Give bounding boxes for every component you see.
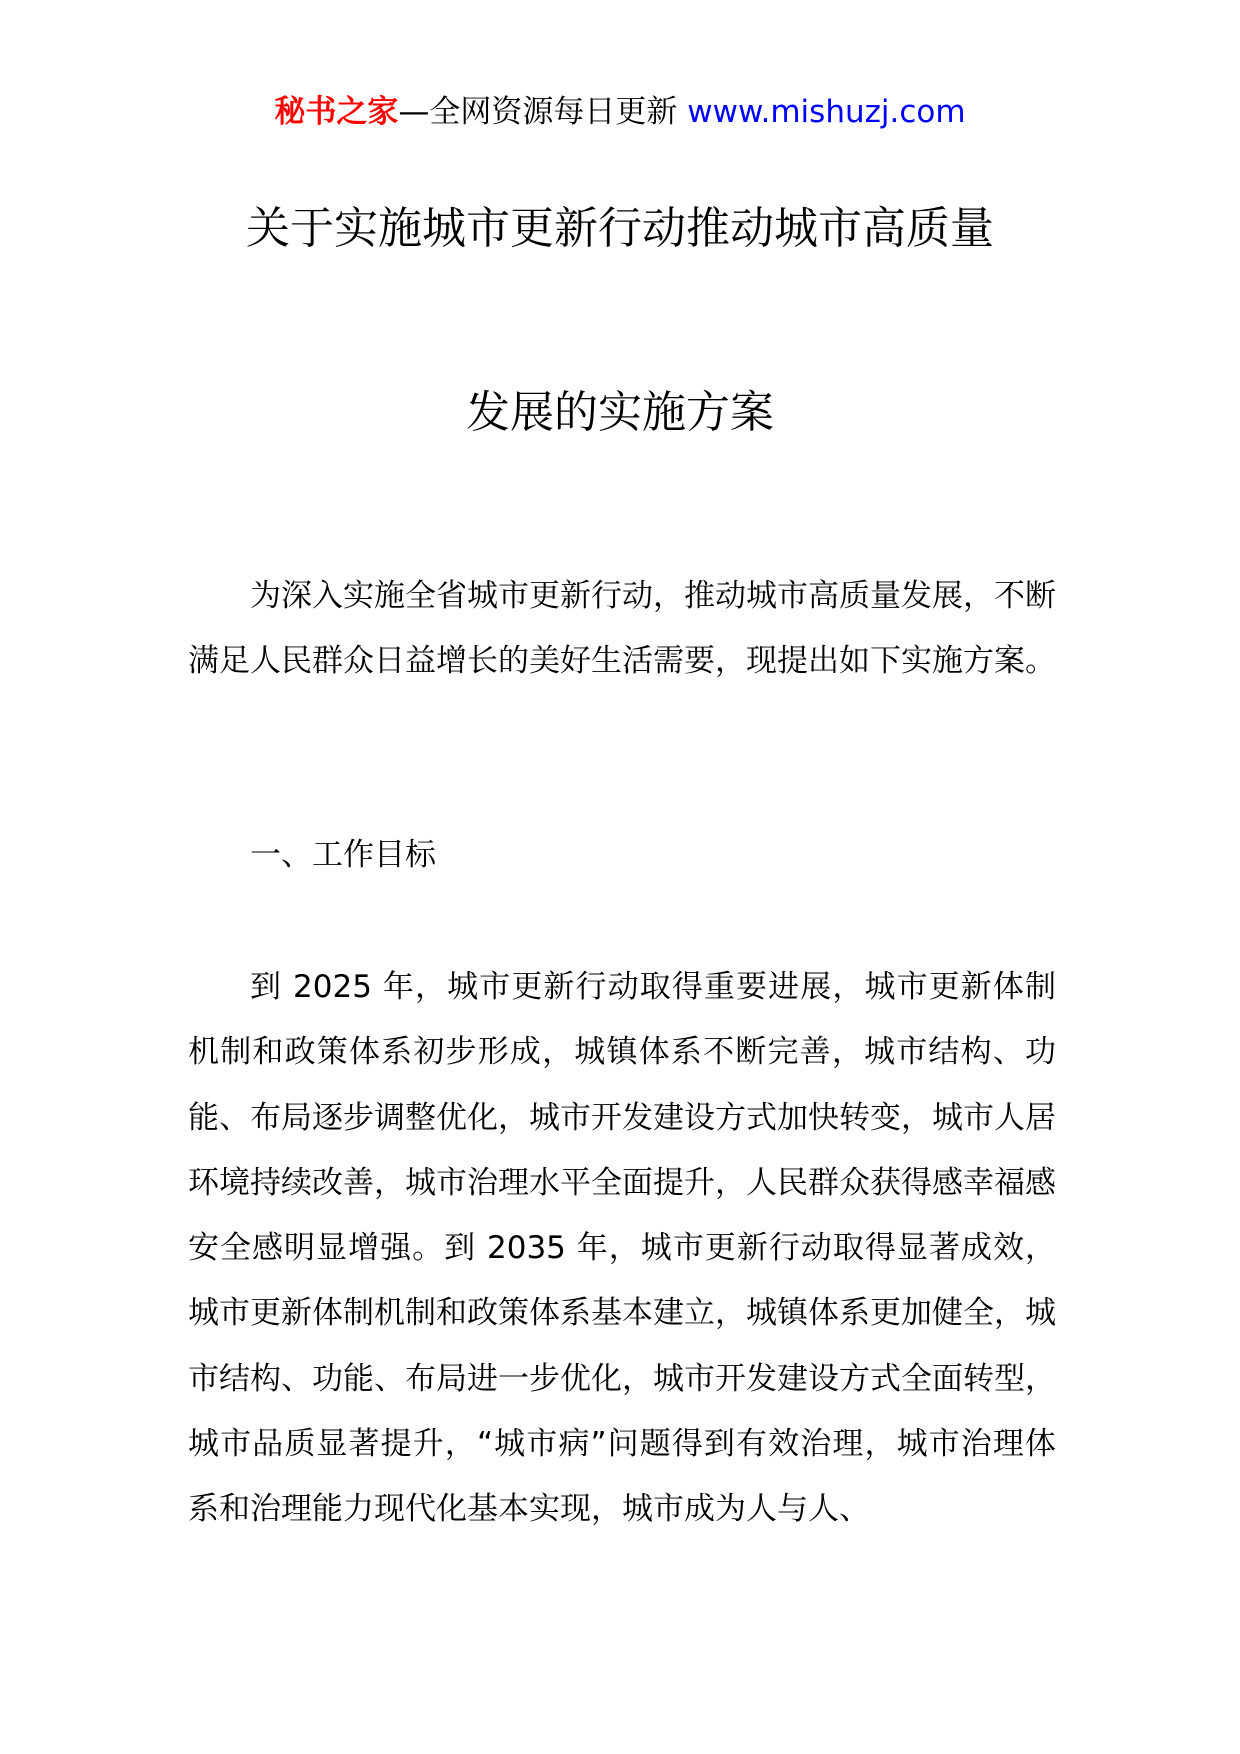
website-url[interactable]: www.mishuzj.com [687, 94, 966, 130]
intro-paragraph: 为深入实施全省城市更新行动，推动城市高质量发展，不断满足人民群众日益增长的美好生活需要，现提出如下实施方案。 [188, 578, 1056, 680]
section-1-heading: 一、工作目标 [250, 837, 436, 873]
header-tagline: —全网资源每日更新 [398, 94, 688, 130]
section-1-heading-block [188, 823, 1056, 888]
document-title-line-1: 关于实施城市更新行动推动城市高质量 [246, 203, 994, 254]
document-title-line-2: 发展的实施方案 [466, 387, 774, 438]
page-header [0, 92, 1240, 132]
brand-name: 秘书之家 [274, 94, 399, 130]
intro-paragraph-block [188, 564, 1056, 695]
section-1-body-block [188, 955, 1056, 1543]
section-1-paragraph: 到 2025 年，城市更新行动取得重要进展，城市更新体制机制和政策体系初步形成，城镇体系不断完善，城市结构、功能、布局逐步调整优化，城市开发建设方式加快转变，城市人居环境持续改善，城市治理水平全面提升，人民群众获得感幸福感安全感明显增强。到 2035 年，城市更新行动取得显著成效，城市更新体制机制和政策体系基本建立，城镇体系更加健全，城市结构、功能、布局进一步优化，城市开发建设方式全面转型，城市品质显著提升，“城市病”问题得到有效治理，城市治理体系和治理能力现代化基本实现，城市成为人与人、 [188, 969, 1056, 1528]
